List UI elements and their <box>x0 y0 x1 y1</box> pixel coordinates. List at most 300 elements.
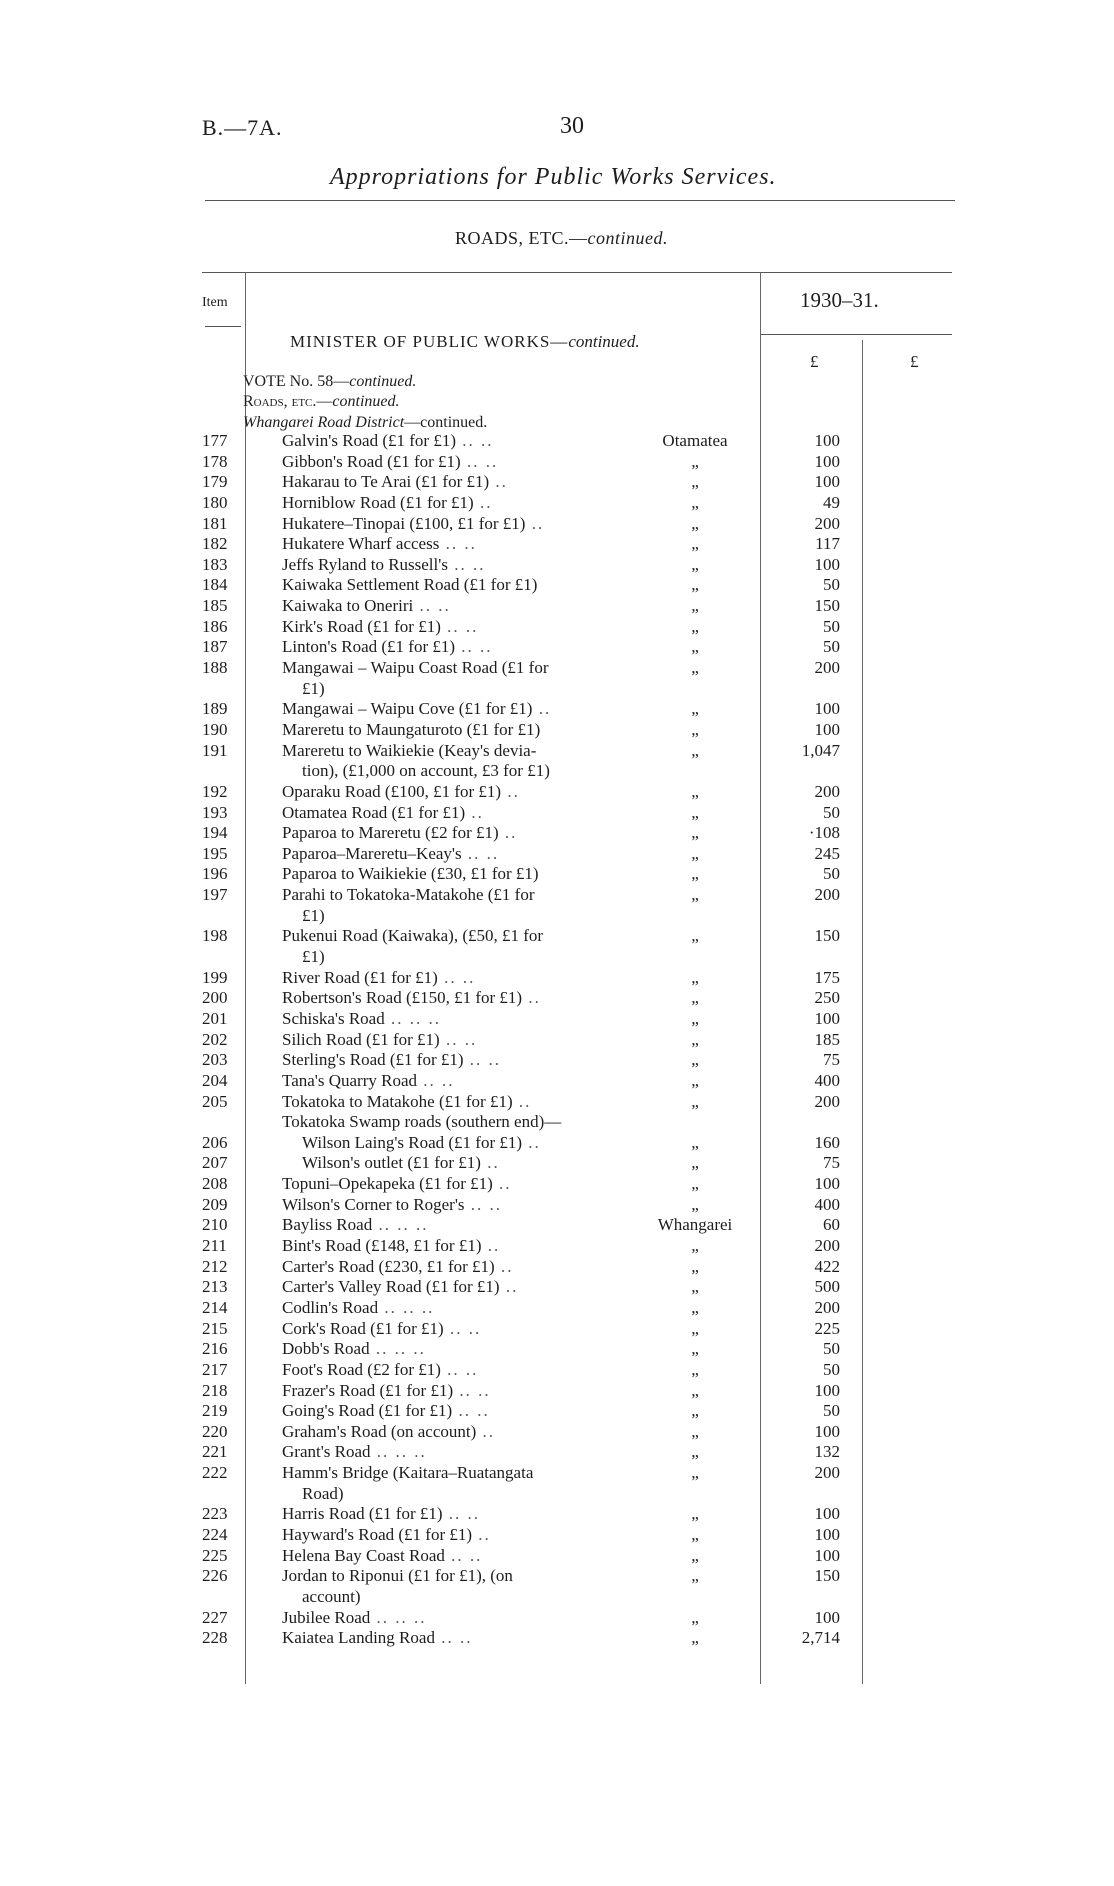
table-row <box>0 534 1114 555</box>
table-row <box>0 699 1114 720</box>
table-row <box>0 514 1114 535</box>
leader-dots: .. .. .. <box>372 1215 429 1235</box>
table-row <box>0 1463 1114 1504</box>
item-description: Gibbon's Road (£1 for £1) .. .. <box>282 451 499 471</box>
vote-heading: VOTE No. 58—continued. <box>243 373 417 390</box>
electoral-district: „ <box>691 1566 699 1586</box>
electoral-district: „ <box>691 885 699 905</box>
leader-dots: .. .. <box>455 431 494 450</box>
electoral-district: „ <box>691 1359 699 1379</box>
table-row <box>0 555 1114 576</box>
item-number: 185 <box>202 596 228 616</box>
electoral-district: „ <box>691 492 699 512</box>
table-row <box>0 575 1114 596</box>
item-number: 191 <box>202 740 228 760</box>
amount: 175 <box>814 967 840 987</box>
page-title: Appropriations for Public Works Services. <box>330 164 777 190</box>
item-description: Wilson's Corner to Roger's .. .. <box>282 1194 503 1214</box>
item-description: Oparaku Road (£100, £1 for £1) .. <box>282 781 520 801</box>
leader-dots: .. <box>498 823 518 843</box>
amount: 100 <box>814 472 840 492</box>
item-description: Mangawai – Waipu Cove (£1 for £1) .. <box>282 699 552 719</box>
leader-dots: .. <box>532 699 552 719</box>
leader-dots: .. <box>473 492 493 512</box>
amount: 60 <box>823 1215 840 1235</box>
table-row <box>0 1195 1114 1216</box>
amount: 50 <box>823 1359 840 1379</box>
item-number: 193 <box>202 802 228 822</box>
leader-dots: .. .. <box>453 1380 491 1400</box>
item-description: Schiska's Road .. .. .. <box>282 1009 441 1028</box>
electoral-district: „ <box>691 616 699 636</box>
electoral-district: „ <box>691 1463 699 1483</box>
item-number: 216 <box>202 1339 228 1359</box>
amount: 1,047 <box>801 740 840 760</box>
item-number: 179 <box>202 472 228 492</box>
amount: 50 <box>823 575 840 595</box>
leader-dots: .. <box>522 1132 541 1152</box>
table-row <box>0 1092 1114 1113</box>
page-number: 30 <box>560 113 584 139</box>
electoral-district: „ <box>691 658 699 678</box>
amount: 185 <box>814 1029 840 1049</box>
amount: 100 <box>814 1421 840 1441</box>
electoral-district: „ <box>691 1339 699 1359</box>
item-number: 224 <box>202 1525 228 1545</box>
electoral-district: „ <box>691 1628 699 1648</box>
item-description: Cork's Road (£1 for £1) .. .. <box>282 1318 482 1338</box>
roads-subheading: Roads, etc.—continued. <box>243 393 400 410</box>
leader-dots: .. <box>489 472 508 492</box>
item-description: Grant's Road .. .. .. <box>282 1442 427 1462</box>
amount: 160 <box>814 1132 840 1152</box>
electoral-district: „ <box>691 472 699 492</box>
currency-label-2: £ <box>910 352 919 371</box>
electoral-district: „ <box>691 1318 699 1338</box>
item-number: 210 <box>202 1215 228 1235</box>
item-description: Hakarau to Te Arai (£1 for £1) .. <box>282 472 508 492</box>
electoral-district: „ <box>691 781 699 801</box>
item-number: 228 <box>202 1628 228 1648</box>
item-description: Harris Road (£1 for £1) .. .. <box>282 1504 481 1524</box>
leader-dots: .. <box>481 1236 501 1256</box>
leader-dots: .. .. <box>439 1029 478 1049</box>
item-number: 198 <box>202 926 228 946</box>
item-number: 182 <box>202 534 228 554</box>
electoral-district: „ <box>691 740 699 760</box>
amount: 100 <box>814 1504 840 1524</box>
amount: 100 <box>814 1174 840 1194</box>
item-number: 183 <box>202 554 228 574</box>
item-number: 203 <box>202 1050 228 1070</box>
electoral-district: „ <box>691 1545 699 1565</box>
electoral-district: „ <box>691 843 699 863</box>
amount: 100 <box>814 431 840 450</box>
item-number: 213 <box>202 1277 228 1297</box>
leader-dots: .. .. <box>439 534 477 554</box>
item-description-continuation: account) <box>302 1586 361 1606</box>
minister-heading: MINISTER OF PUBLIC WORKS—continued. <box>290 332 640 351</box>
district-subheading: Whangarei Road District—continued. <box>243 414 488 431</box>
table-row <box>0 1422 1114 1443</box>
item-description: Tana's Quarry Road .. .. <box>282 1070 455 1090</box>
item-number: 219 <box>202 1401 228 1421</box>
amount: 100 <box>814 1380 840 1400</box>
item-description-continuation: Road) <box>302 1483 344 1503</box>
electoral-district: „ <box>691 1009 699 1028</box>
table-row <box>0 1153 1114 1174</box>
amount: 132 <box>814 1442 840 1462</box>
item-number: 221 <box>202 1442 228 1462</box>
electoral-district: „ <box>691 534 699 554</box>
leader-dots: .. <box>492 1174 512 1194</box>
electoral-district: „ <box>691 1236 699 1256</box>
amount: 150 <box>814 1566 840 1586</box>
leader-dots: .. .. <box>440 1359 479 1379</box>
item-description: Kirk's Road (£1 for £1) .. .. <box>282 616 479 636</box>
item-number: 208 <box>202 1174 228 1194</box>
title-rule <box>205 200 955 201</box>
electoral-district: „ <box>691 802 699 822</box>
currency-label-1: £ <box>810 352 819 371</box>
amount: 75 <box>823 1050 840 1070</box>
table-row <box>0 431 1114 452</box>
item-number: 207 <box>202 1153 228 1173</box>
year-header-rule <box>760 334 952 335</box>
amount: 400 <box>814 1194 840 1214</box>
item-description-continuation: £1) <box>302 905 325 925</box>
amount: ·108 <box>808 823 840 843</box>
item-description: Robertson's Road (£150, £1 for £1) .. <box>282 988 541 1008</box>
leader-dots: .. <box>525 513 545 533</box>
leader-dots: .. <box>480 1153 500 1173</box>
item-description: Linton's Road (£1 for £1) .. .. <box>282 637 493 657</box>
amount: 250 <box>814 988 840 1008</box>
amount: 100 <box>814 1545 840 1565</box>
item-description: Kaiwaka to Oneriri .. .. <box>282 596 451 616</box>
item-description: Tokatoka to Matakohe (£1 for £1) .. <box>282 1091 532 1111</box>
item-description: Galvin's Road (£1 for £1) .. .. <box>282 431 494 450</box>
item-number: 204 <box>202 1070 228 1090</box>
item-number: 218 <box>202 1380 228 1400</box>
table-row <box>0 472 1114 493</box>
item-description: Carter's Valley Road (£1 for £1) .. <box>282 1277 519 1297</box>
leader-dots: .. .. .. <box>370 1442 427 1462</box>
amount: 200 <box>814 1236 840 1256</box>
item-description: Jeffs Ryland to Russell's .. .. <box>282 554 486 574</box>
amount: 200 <box>814 885 840 905</box>
table-row <box>0 1504 1114 1525</box>
document-reference: B.—7A. <box>202 115 283 140</box>
electoral-district: „ <box>691 1153 699 1173</box>
item-description: Bayliss Road .. .. .. <box>282 1215 429 1235</box>
table-row <box>0 452 1114 473</box>
amount: 200 <box>814 513 840 533</box>
table-row <box>0 1525 1114 1546</box>
item-number: 220 <box>202 1421 228 1441</box>
amount: 100 <box>814 719 840 739</box>
item-description: Paparoa to Waikiekie (£30, £1 for £1) <box>282 864 539 884</box>
electoral-district: „ <box>691 1607 699 1627</box>
item-number: 188 <box>202 658 228 678</box>
amount: 100 <box>814 451 840 471</box>
item-description: Topuni–Opekapeka (£1 for £1) .. <box>282 1174 512 1194</box>
table-row <box>0 1381 1114 1402</box>
item-number: 212 <box>202 1256 228 1276</box>
item-description: Pukenui Road (Kaiwaka), (£50, £1 for £1) <box>282 926 638 967</box>
table-row <box>0 493 1114 514</box>
electoral-district: „ <box>691 1525 699 1545</box>
leader-dots: .. .. <box>461 843 500 863</box>
amount: 50 <box>823 637 840 657</box>
leader-dots: .. .. <box>444 1545 483 1565</box>
electoral-district: „ <box>691 1091 699 1111</box>
leader-dots: .. .. <box>440 616 479 636</box>
table-row <box>0 1112 1114 1133</box>
item-description: Going's Road (£1 for £1) .. .. <box>282 1401 490 1421</box>
electoral-district: „ <box>691 1421 699 1441</box>
leader-dots: .. .. .. <box>369 1339 426 1359</box>
electoral-district: „ <box>691 967 699 987</box>
electoral-district: „ <box>691 1029 699 1049</box>
electoral-district: „ <box>691 637 699 657</box>
item-description: Graham's Road (on account) .. <box>282 1421 495 1441</box>
item-number: 184 <box>202 575 228 595</box>
leader-dots: .. <box>472 1525 491 1545</box>
table-row <box>0 596 1114 617</box>
item-number: 192 <box>202 781 228 801</box>
leader-dots: .. <box>476 1421 495 1441</box>
table-row <box>0 1319 1114 1340</box>
amount: 500 <box>814 1277 840 1297</box>
electoral-district: „ <box>691 1174 699 1194</box>
leader-dots: .. .. <box>452 1401 490 1421</box>
item-number: 227 <box>202 1607 228 1627</box>
amount: 150 <box>814 596 840 616</box>
leader-dots: .. .. <box>417 1070 455 1090</box>
table-row <box>0 1050 1114 1071</box>
amount: 200 <box>814 1297 840 1317</box>
leader-dots: .. .. <box>442 1504 481 1524</box>
table-row <box>0 988 1114 1009</box>
amount: 400 <box>814 1070 840 1090</box>
electoral-district: „ <box>691 1297 699 1317</box>
table-row <box>0 1071 1114 1092</box>
electoral-district: „ <box>691 1050 699 1070</box>
electoral-district: „ <box>691 1132 699 1152</box>
amount: 200 <box>814 781 840 801</box>
table-row <box>0 1174 1114 1195</box>
leader-dots: .. .. <box>413 596 451 616</box>
leader-dots: .. .. <box>437 967 476 987</box>
table-row <box>0 1546 1114 1567</box>
amount: 200 <box>814 1091 840 1111</box>
amount: 225 <box>814 1318 840 1338</box>
amount: 50 <box>823 864 840 884</box>
item-description: Jubilee Road .. .. .. <box>282 1607 427 1627</box>
leader-dots: .. .. <box>447 554 486 574</box>
amount: 200 <box>814 1463 840 1483</box>
electoral-district: „ <box>691 451 699 471</box>
item-number: 187 <box>202 637 228 657</box>
item-number: 226 <box>202 1566 228 1586</box>
amount: 50 <box>823 1401 840 1421</box>
item-number: 189 <box>202 699 228 719</box>
table-row <box>0 1236 1114 1257</box>
item-number: 201 <box>202 1009 228 1028</box>
table-row <box>0 1442 1114 1463</box>
electoral-district: „ <box>691 926 699 946</box>
electoral-district: „ <box>691 823 699 843</box>
item-description: Sterling's Road (£1 for £1) .. .. <box>282 1050 502 1070</box>
item-description-continuation: £1) <box>302 947 325 967</box>
table-row <box>0 1298 1114 1319</box>
item-number: 195 <box>202 843 228 863</box>
item-column-header: Item <box>202 295 228 310</box>
item-description: Kaiatea Landing Road .. .. <box>282 1628 473 1648</box>
amount: 422 <box>814 1256 840 1276</box>
item-number: 181 <box>202 513 228 533</box>
table-row <box>0 1257 1114 1278</box>
item-description: Carter's Road (£230, £1 for £1) .. <box>282 1256 514 1276</box>
appropriation-table-body <box>0 431 1114 1649</box>
leader-dots: .. .. <box>460 451 499 471</box>
item-description: Helena Bay Coast Road .. .. <box>282 1545 483 1565</box>
electoral-district: „ <box>691 1070 699 1090</box>
table-row <box>0 782 1114 803</box>
item-description: Paparoa–Mareretu–Keay's .. .. <box>282 843 500 863</box>
item-description: Paparoa to Mareretu (£2 for £1) .. <box>282 823 518 843</box>
amount: 100 <box>814 554 840 574</box>
leader-dots: .. .. .. <box>384 1009 441 1028</box>
electoral-district: „ <box>691 719 699 739</box>
item-description: Hukatere Wharf access .. .. <box>282 534 477 554</box>
table-row <box>0 844 1114 865</box>
item-number: 178 <box>202 451 228 471</box>
table-row <box>0 885 1114 926</box>
item-description: Jordan to Riponui (£1 for £1), (on account) <box>282 1566 638 1607</box>
table-row <box>0 864 1114 885</box>
item-description: Kaiwaka Settlement Road (£1 for £1) <box>282 575 538 595</box>
item-header-rule <box>205 326 241 327</box>
item-description: Dobb's Road .. .. .. <box>282 1339 426 1359</box>
electoral-district: „ <box>691 554 699 574</box>
table-row <box>0 720 1114 741</box>
item-description: Frazer's Road (£1 for £1) .. .. <box>282 1380 491 1400</box>
table-row <box>0 1566 1114 1607</box>
table-row <box>0 617 1114 638</box>
table-row <box>0 1277 1114 1298</box>
amount: 100 <box>814 1525 840 1545</box>
table-row <box>0 1009 1114 1030</box>
item-description: Hukatere–Tinopai (£100, £1 for £1) .. <box>282 513 545 533</box>
table-row <box>0 1608 1114 1629</box>
item-number: 177 <box>202 431 228 450</box>
section-heading: ROADS, ETC.—continued. <box>455 228 668 248</box>
table-row <box>0 741 1114 782</box>
item-number: 205 <box>202 1091 228 1111</box>
item-description: Mareretu to Maungaturoto (£1 for £1) <box>282 719 541 739</box>
electoral-district: „ <box>691 1504 699 1524</box>
item-description-continuation: £1) <box>302 678 325 698</box>
electoral-district: „ <box>691 1401 699 1421</box>
leader-dots: .. .. .. <box>378 1297 435 1317</box>
table-row <box>0 1133 1114 1154</box>
table-top-rule <box>202 272 952 273</box>
electoral-district: „ <box>691 864 699 884</box>
item-description: Foot's Road (£2 for £1) .. .. <box>282 1359 479 1379</box>
item-number: 217 <box>202 1359 228 1379</box>
amount: 75 <box>823 1153 840 1173</box>
item-number: 197 <box>202 885 228 905</box>
table-row <box>0 1339 1114 1360</box>
amount: 100 <box>814 1009 840 1028</box>
electoral-district: „ <box>691 699 699 719</box>
item-description: Wilson Laing's Road (£1 for £1) .. <box>302 1132 541 1152</box>
leader-dots: .. <box>512 1091 532 1111</box>
leader-dots: .. <box>494 1256 514 1276</box>
table-row <box>0 637 1114 658</box>
item-number: 190 <box>202 719 228 739</box>
electoral-district: „ <box>691 1277 699 1297</box>
electoral-district: „ <box>691 1256 699 1276</box>
table-row <box>0 803 1114 824</box>
amount: 50 <box>823 802 840 822</box>
amount: 150 <box>814 926 840 946</box>
electoral-district: „ <box>691 596 699 616</box>
leader-dots: .. <box>522 988 541 1008</box>
amount: 2,714 <box>801 1628 840 1648</box>
item-number: 222 <box>202 1463 228 1483</box>
item-description: River Road (£1 for £1) .. .. <box>282 967 476 987</box>
item-description: Codlin's Road .. .. .. <box>282 1297 435 1317</box>
item-description: Mareretu to Waikiekie (Keay's devia- tion), (£1,000 on account, £3 for £1) <box>282 741 638 782</box>
amount: 50 <box>823 1339 840 1359</box>
table-row <box>0 1030 1114 1051</box>
item-number: 180 <box>202 492 228 512</box>
leader-dots: .. <box>501 781 520 801</box>
electoral-district: Otamatea <box>662 431 728 450</box>
table-row <box>0 658 1114 699</box>
amount: 50 <box>823 616 840 636</box>
leader-dots: .. .. <box>443 1318 482 1338</box>
item-number: 199 <box>202 967 228 987</box>
item-description: Silich Road (£1 for £1) .. .. <box>282 1029 478 1049</box>
item-description: Wilson's outlet (£1 for £1) .. <box>302 1153 500 1173</box>
electoral-district: „ <box>691 513 699 533</box>
amount: 117 <box>815 534 840 554</box>
item-number: 225 <box>202 1545 228 1565</box>
table-row <box>0 1215 1114 1236</box>
amount: 49 <box>823 492 840 512</box>
item-number: 211 <box>202 1236 227 1256</box>
table-row <box>0 1360 1114 1381</box>
item-number: 223 <box>202 1504 228 1524</box>
leader-dots: .. .. <box>464 1194 503 1214</box>
leader-dots: .. .. .. <box>370 1607 427 1627</box>
item-number: 200 <box>202 988 228 1008</box>
item-number: 186 <box>202 616 228 636</box>
item-description-continuation: tion), (£1,000 on account, £3 for £1) <box>302 761 550 781</box>
item-number: 194 <box>202 823 228 843</box>
item-description: Hayward's Road (£1 for £1) .. <box>282 1525 491 1545</box>
item-description: Parahi to Tokatoka-Matakohe (£1 for £1) <box>282 885 638 926</box>
item-description: Otamatea Road (£1 for £1) .. <box>282 802 484 822</box>
amount: 100 <box>814 1607 840 1627</box>
table-row <box>0 968 1114 989</box>
table-row <box>0 823 1114 844</box>
leader-dots: .. .. <box>455 637 493 657</box>
